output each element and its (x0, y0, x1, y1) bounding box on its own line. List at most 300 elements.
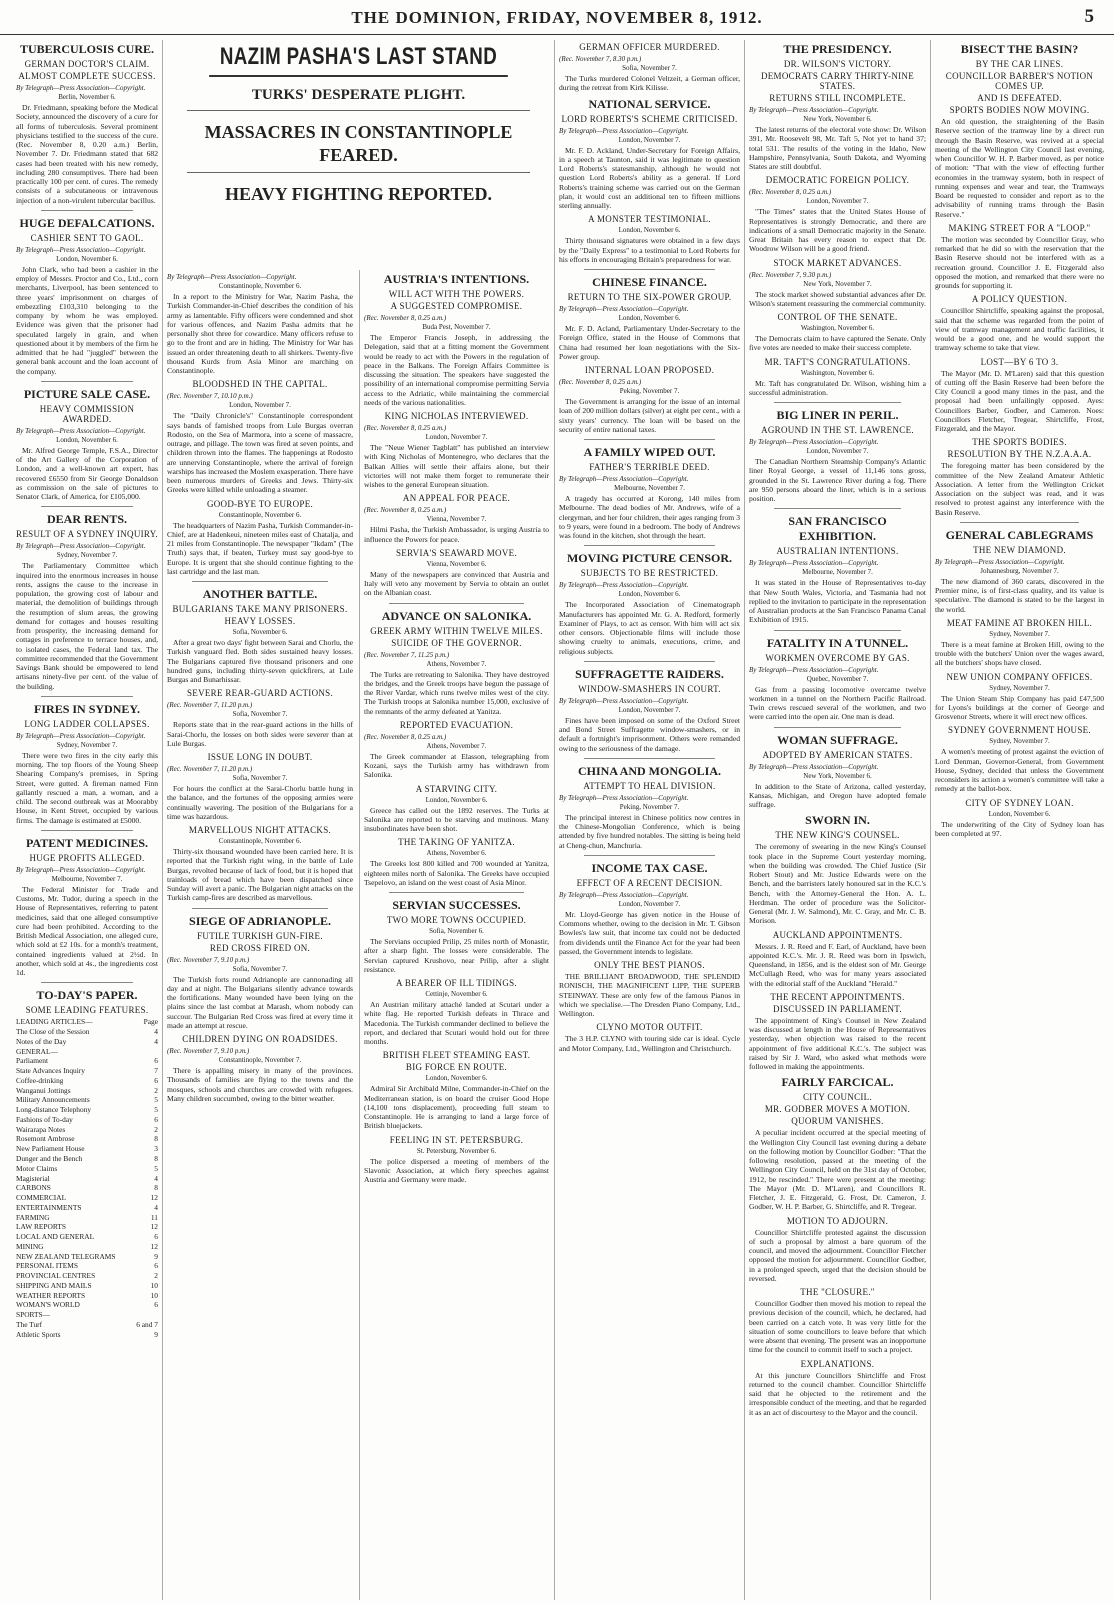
story-dateline: By Telegraph—Press Association—Copyright. (559, 581, 689, 590)
toc-item-page: 6 (154, 1056, 158, 1066)
story-body: The stock market showed substantial advances after Dr. Wilson's statement reassuring the commercial community. (749, 289, 926, 308)
toc-item-label: PERSONAL ITEMS (16, 1261, 78, 1271)
toc-item-page: 5 (154, 1105, 158, 1115)
story-place: London, November 6. (56, 254, 118, 263)
story-place: London, November 6. (988, 809, 1051, 818)
toc-item (16, 1203, 158, 1213)
story-headline: FIRES IN SYDNEY. (34, 701, 140, 716)
story-subhead: AGROUND IN THE ST. LAWRENCE. (761, 425, 914, 435)
story-subhead: LONG LADDER COLLAPSES. (24, 718, 150, 729)
column-2 (162, 40, 554, 1600)
news-story (935, 672, 1104, 722)
story-dateline: By Telegraph—Press Association—Copyright. (167, 273, 297, 281)
story-body: After a great two days' fight between Sarai and Chorlu, the Turkish vanguard fled. Both sides sustained heavy losses. The Bulgarians captured five thousand prisoners and one hundred guns, including thirty-seven quickfirers, at Lule Burgas and Bunarhissar. (167, 638, 353, 684)
story-place: Sofia, November 7. (232, 774, 288, 782)
toc-item-label: The Close of the Session (16, 1027, 90, 1037)
toc-item-page: 8 (154, 1183, 158, 1193)
toc-item-label: Motor Claims (16, 1163, 58, 1173)
separator-rule (187, 110, 530, 111)
story-dateline: (Rec. November 7, 9.10 p.m.) (167, 1047, 250, 1055)
news-story (167, 379, 353, 494)
story-place: Athens, November 7. (426, 659, 487, 668)
story-subhead: MR. GODBER MOVES A MOTION. (764, 1104, 911, 1115)
story-place: Constantinople, November 6. (218, 837, 302, 845)
story-body: The 3 H.P. CLYNO with touring side car is ideal. Cycle and Motor Company, Ltd., Wellington and Christchurch. (559, 1034, 740, 1053)
story-body: Dr. Friedmann, speaking before the Medical Society, announced the discovery of a cure for all forms of tuberculosis. Several prominent physicians testified to the success of the cure. (Rec. November 8, 0.20 a.m.) Berlin, November 7. Dr. Friedmann stated that 682 cases had been treated with his new remedy, including 280 consumptives. There had been practically 100 per cent. of cures. The remedy consists of a subcutaneous or intravenous injection of a non-virulent tubercular bacillus. (16, 103, 158, 205)
story-subhead: A MONSTER TESTIMONIAL. (588, 214, 711, 225)
story-place: Washington, November 6. (800, 368, 875, 377)
toc-item-label: WOMAN'S WORLD (16, 1300, 80, 1310)
toc-item-page: 4 (154, 1173, 158, 1183)
story-subhead: STOCK MARKET ADVANCES. (773, 257, 902, 268)
toc-item-label: LAW REPORTS (16, 1222, 66, 1232)
story-subhead: LOST—BY 6 TO 3. (980, 356, 1059, 367)
news-story (16, 210, 158, 376)
separator-rule (41, 696, 133, 697)
toc-item (16, 1037, 158, 1047)
news-story (749, 1287, 926, 1355)
story-subhead: MOTION TO ADJOURN. (786, 1215, 889, 1226)
news-story (364, 411, 549, 489)
column-5 (930, 40, 1108, 1600)
separator-rule (774, 727, 901, 728)
story-body: At this juncture Councillors Shirtcliffe and Frost returned to the council chamber. Councillor Shirtcliffe said that he objected to the retirement and the irresponsible conduct of the meeting, and that he regarded it as an act of discourtesy to the Mayor and the council. (749, 1370, 926, 1417)
toc-item-page: 9 (154, 1329, 158, 1339)
toc-item-page: 4 (154, 1027, 158, 1037)
toc-item-label: WEATHER REPORTS (16, 1290, 86, 1300)
story-body: The Emperor Francis Joseph, in addressing the Delegation, said that at a fitting moment the Government would be ready to act with the Powers in the regulation of peace in the Balkans. The Foreign Affairs Committee is discussing the situation. The speakers have suggested the possibility of an international compromise permitting Servia access to the Adriatic, while maintaining the commercial needs of the various nationalities. (364, 333, 549, 407)
story-headline: DEAR RENTS. (46, 512, 127, 527)
separator-rule (41, 830, 133, 831)
news-story (167, 581, 353, 684)
story-subhead: RETURNS STILL INCOMPLETE. (769, 93, 906, 103)
story-body: Mr. Alfred George Temple, F.S.A., Director of the Art Gallery of the Corporation of London, and a well-known art expert, has recovered £6550 from Sir George Donaldson as commission on the sale of pictures to Senator Clark, of America, for £105,000. (16, 445, 158, 501)
story-dateline: By Telegraph—Press Association—Copyright. (749, 665, 879, 674)
story-headline: SUFFRAGETTE RAIDERS. (575, 666, 724, 681)
story-body: THE BRILLIANT BROADWOOD, THE SPLENDID RONISCH, THE MAGNIFICENT LIPP, THE SUPERB STEINWAY. These are only few of the famous Pianos in which we specialise.—The Dresden Piano Company, Ltd., Wellington. (559, 972, 740, 1018)
news-story (364, 720, 549, 780)
news-story (749, 1216, 926, 1284)
story-subhead: THE RECENT APPOINTMENTS. (770, 991, 905, 1002)
page-number: 5 (1084, 6, 1094, 27)
news-story (749, 1359, 926, 1417)
story-subhead: SUICIDE OF THE GOVERNOR. (391, 637, 522, 648)
story-body: Councillor Shirtcliffe protested against the discussion of such a proposal by almost a bare quorum of the council, and moved the adjournment. Councillor Fletcher opposed the motion for adjournment. Councillor Godber, in a prolonged speech, urged that the decision should be reversed. (749, 1227, 926, 1283)
toc-item-label: SPORTS— (16, 1310, 51, 1320)
news-story (749, 175, 926, 253)
story-subhead: ONLY THE BEST PIANOS. (594, 960, 705, 970)
toc-item (16, 1271, 158, 1281)
news-story (16, 381, 158, 502)
news-story (559, 758, 740, 850)
news-story (167, 825, 353, 903)
story-dateline: (Rec. November 7, 11.20 p.m.) (167, 701, 253, 710)
story-body: The ceremony of swearing in the new King's Counsel took place in the Supreme Court yesterday morning, when the building was crowded. The Chief Justice (Sir Robert Stout) and Mr. Justice Edwards were on the Bench, and the barristers lately honoured sat in the K.C.'s Bench, with the Attorney-General the Hon. A. L. Herdman. The order of procedure was the Solicitor-General (Mr. J. W. Salmond), Mr. C. Gray, and Mr. C. B. Morison. (749, 842, 926, 926)
story-body: Thirty thousand signatures were obtained in a few days by the "Daily Express" to a testimonial to Lord Roberts for his efforts in encouraging Britain's preparedness for war. (559, 236, 740, 264)
toc-item-page: 2 (154, 1085, 158, 1095)
toc-item-page: 2 (154, 1124, 158, 1134)
separator-rule (187, 172, 530, 173)
toc-item (16, 1174, 158, 1184)
toc-item (16, 1252, 158, 1262)
story-place: London, November 7. (806, 447, 869, 455)
story-dateline: (Rec. November 8, 0.25 a.m.) (364, 424, 447, 432)
toc-item-label: Long-distance Telephony (16, 1105, 92, 1115)
banner-subhead-1: TURKS' DESPERATE PLIGHT. (251, 87, 466, 104)
story-subhead: GERMAN OFFICER MURDERED. (579, 42, 720, 52)
story-subhead: CONTROL OF THE SENATE. (777, 312, 898, 322)
news-story (749, 813, 926, 925)
story-body: An old question, the straightening of the Basin Reserve section of the tramway line by a direct run through the Basin Reserve, was revived at a special meeting of the Wellington City Council last evening, when Councillor W. H. P. Barber moved, as per notice of motion: "That with the view of effecting further economies in the tramway system, both in respect of running expenses and wear and tear, the Tramways Board be requested to consider and report as to the advisability of running trams through the Basin Reserve." (935, 117, 1104, 219)
story-headline: AUSTRIA'S INTENTIONS. (383, 272, 530, 286)
story-subhead: DR. WILSON'S VICTORY. (783, 59, 892, 69)
toc-item-label: Wanganui Jottings (16, 1085, 71, 1095)
story-subhead: SYDNEY GOVERNMENT HOUSE. (948, 725, 1091, 736)
story-subhead: RESULT OF A SYDNEY INQUIRY. (16, 529, 158, 540)
story-dateline: By Telegraph—Press Association—Copyright. (749, 559, 879, 568)
toc-item-page: 5 (154, 1163, 158, 1173)
story-subhead: REPORTED EVACUATION. (399, 719, 514, 730)
toc-list (16, 1027, 158, 1340)
news-story (167, 908, 353, 1031)
column-3 (554, 40, 744, 1600)
toc-item-label: ENTERTAINMENTS (16, 1202, 82, 1212)
toc-item-page: 9 (154, 1251, 158, 1261)
news-story (364, 837, 549, 887)
news-story (364, 272, 549, 407)
toc-item-label: SHIPPING AND MAILS (16, 1280, 92, 1290)
story-dateline: (Rec. November 8, 0.25 a.m.) (749, 188, 832, 197)
story-subhead: HEAVY COMMISSION AWARDED. (39, 403, 135, 424)
story-headline: A FAMILY WIPED OUT. (583, 445, 716, 459)
news-story (935, 522, 1104, 614)
story-headline: CHINESE FINANCE. (592, 275, 707, 289)
toc-item (16, 1125, 158, 1135)
toc-item (16, 1213, 158, 1223)
story-headline: ADVANCE ON SALONIKA. (381, 608, 532, 623)
story-subhead: SPORTS BODIES NOW MOVING. (949, 105, 1090, 115)
news-story (935, 294, 1104, 352)
story-subhead: THE NEW DIAMOND. (973, 544, 1066, 555)
news-story (167, 273, 353, 375)
toc-item (16, 1164, 158, 1174)
toc-item-page: 6 (154, 1232, 158, 1242)
toc-item-label: MINING (16, 1241, 44, 1251)
story-subhead: GREEK ARMY WITHIN TWELVE MILES. (370, 625, 543, 636)
story-headline: NATIONAL SERVICE. (588, 96, 711, 111)
story-subhead: THE TAKING OF YANITZA. (398, 837, 515, 848)
news-story (749, 1075, 926, 1211)
story-headline: CHINA AND MONGOLIA. (577, 763, 721, 778)
story-place: Vienna, November 6. (426, 559, 487, 568)
story-body: The Government is arranging for the issue of an internal loan of 200 million dollars (silver) at eight per cent., with a sixty years' currency. The loan will be based on the security of entire national taxes. (559, 397, 740, 434)
story-body: The "Neue Wiener Tagblatt" has published an interview with King Nicholas of Montenegro, who declares that the Balkan Allies will settle their affairs alone, but their victories will not make them forget to remunerate their wishes to the general European situation. (364, 443, 549, 489)
story-body: John Clark, who had been a cashier in the employ of Messrs. Proctor and Co., Ltd., corn merchants, Liverpool, has been sentenced to three years' imprisonment on charges of embezzling £103,310 belonging to the company by whom he was employed. Evidence was given that the prisoner had speculated largely in grain, and when questioned about it by members of the firm he admitted that he had "juggled" between the general bank account and the loan account of the company. (16, 264, 158, 376)
story-place: Sydney, November 7. (56, 551, 118, 560)
toc-item-page: 6 (154, 1075, 158, 1085)
separator-rule (584, 855, 715, 856)
separator-rule (41, 381, 133, 382)
toc-item-page: 6 (154, 1114, 158, 1124)
story-subhead: GOOD-BYE TO EUROPE. (206, 498, 314, 509)
story-body: Thirty-six thousand wounded have been carried here. It is reported that the Turkish right wing, in the battle of Lule Burgas, revolted because of lack of food, but it is hoped that trainloads of bread which have been dispatched since Sunday will avert a panic. The Bulgarian night attacks on the Turkish camp-fires are described as marvellous. (167, 847, 353, 903)
story-place: Peking, November 7. (619, 802, 680, 811)
toc-item (16, 1154, 158, 1164)
story-body: There were two fires in the city early this morning. The top floors of the Young Sheep Shearing Company's premises, in Spring Street, were gutted. A fireman named Finn gallantly rescued a man, a woman, and a child. The second outbreak was at Moorabby House, in Kent Street, occupied by various firms. The damage is estimated at £5000. (16, 750, 158, 825)
toc-item (16, 1056, 158, 1066)
story-body: The Greek commander at Elasson, telegraphing from Kozani, says the Turkish army has withdrawn from Salonika. (364, 751, 549, 780)
toc-item (16, 1134, 158, 1144)
toc-heading: LEADING ARTICLES— (16, 1017, 93, 1027)
story-body: The Turks are retreating to Salonika. They have destroyed the bridges, and the Greek troops have begun the passage of the River Vardar, which runs twelve miles west of the city. The Turkish troops at Salonika number 15,000, exclusive of the remnants of the army defeated at Yanitza. (364, 669, 549, 716)
story-dateline: (Rec. November 8, 0.25 a.m.) (364, 506, 447, 515)
toc-item (16, 1320, 158, 1330)
story-subhead: LORD ROBERTS'S SCHEME CRITICISED. (561, 113, 738, 124)
toc-item-label: Military Announcements (16, 1095, 90, 1105)
story-subhead: AN APPEAL FOR PEACE. (402, 493, 511, 504)
story-dateline: By Telegraph—Press Association—Copyright. (16, 84, 146, 92)
toc-item-page: 2 (154, 1271, 158, 1281)
banner-subhead-2: MASSACRES IN CONSTANTINOPLE FEARED. (204, 122, 513, 165)
toc-item-page: 12 (150, 1222, 158, 1232)
story-body: Mr. Lloyd-George has given notice in the House of Commons whether, owing to the decision in Mr. T. Gibson Bowles's law suit, that income tax could not be deducted from dividends until the Finance Act for the year had been passed, the Government intends to legislate. (559, 909, 740, 956)
news-story (167, 752, 353, 821)
toc-item (16, 1095, 158, 1105)
story-subhead: BLOODSHED IN THE CAPITAL. (192, 379, 328, 390)
separator-rule (192, 581, 328, 582)
story-body: Mr. F. D. Ackland, Under-Secretary for Foreign Affairs, in a speech at Taunton, said it was legitimate to question Lord Roberts's statesmanship, although he would not question Lord Roberts's ability as a general. If Lord Roberts's training scheme was carried out on the German plan, it would cost an additional ten to fifteen millions sterling annually. (559, 145, 740, 210)
story-body: The foregoing matter has been considered by the committee of the New Zealand Amateur Athletic Association. A letter from the Wellington Cricket Association on the subject was read, and it was resolved to protest against any interference with the Basin Reserve. (935, 461, 1104, 517)
separator-rule (41, 210, 133, 211)
story-body: Admiral Sir Archibald Milne, Commander-in-Chief on the Mediterranean station, is on board the cruiser Good Hope (14,100 tons displacement), proceeding full steam to Constantinople. He is arranging to land a large force of British bluejackets. (364, 1084, 549, 1131)
separator-rule (774, 402, 901, 403)
toc-item-label: GENERAL— (16, 1046, 58, 1056)
story-subhead: SUBJECTS TO BE RESTRICTED. (580, 568, 719, 579)
column-4 (744, 40, 930, 1600)
story-place: Sydney, November 7. (989, 737, 1050, 746)
story-place: London, November 7. (618, 135, 681, 144)
toc-item-page: 6 (154, 1261, 158, 1271)
toc-item-page: 6 and 7 (136, 1319, 158, 1329)
story-dateline: By Telegraph—Press Association—Copyright. (559, 696, 689, 705)
news-story (935, 357, 1104, 434)
story-subhead: TWO MORE TOWNS OCCUPIED. (386, 915, 527, 925)
news-story (559, 661, 740, 753)
story-place: London, November 6. (618, 314, 681, 322)
story-subhead: MEAT FAMINE AT BROKEN HILL. (946, 617, 1093, 628)
banner-headline: NAZIM PASHA'S LAST STAND (209, 40, 508, 77)
news-story (559, 1022, 740, 1053)
toc-item-label: Fashions of To-day (16, 1114, 73, 1124)
news-story (16, 830, 158, 978)
toc-item-label: Parliament (16, 1056, 49, 1066)
news-story (749, 992, 926, 1072)
story-body: Greece has called out the 1892 reserves. The Turks at Salonika are reported to be starving and mutinous. Many insubordinates have been shot. (364, 805, 549, 833)
separator-rule (774, 630, 901, 631)
story-place: Sofia, November 6. (232, 628, 288, 636)
story-subhead: NEW UNION COMPANY OFFICES. (946, 671, 1093, 682)
story-subhead: THE SPORTS BODIES. (972, 437, 1067, 448)
story-body: Mr. Taft has congratulated Dr. Wilson, wishing him a successful administration. (749, 378, 926, 397)
toc-item (16, 1291, 158, 1301)
story-dateline: By Telegraph—Press Association—Copyright. (935, 557, 1065, 566)
story-place: St. Petersburg, November 6. (416, 1146, 497, 1155)
toc-item (16, 1066, 158, 1076)
story-body: It was stated in the House of Representatives to-day that New South Wales, Victoria, and Tasmania had not replied to the invitation to participate in the representation of Australian products at the San Francisco Panama Canal Exhibition of 1915. (749, 578, 926, 625)
toc-item (16, 1047, 158, 1057)
story-subhead: WORKMEN OVERCOME BY GAS. (765, 652, 910, 663)
column-2-right-stories (359, 270, 553, 1600)
news-story (364, 784, 549, 834)
story-subhead: HEAVY LOSSES. (224, 616, 296, 626)
news-story (749, 357, 926, 398)
story-dateline: (Rec. November 7, 10.10 p.m.) (167, 392, 253, 401)
news-story (559, 365, 740, 434)
story-place: London, November 7. (229, 401, 291, 410)
toc-item-label: Athletic Sports (16, 1329, 61, 1339)
story-subhead: CASHIER SENT TO GAOL. (30, 232, 144, 243)
toc-item-page: 8 (154, 1134, 158, 1144)
story-body: The appointment of King's Counsel in New Zealand was discussed at length in the House of Representatives yesterday, when objection was raised to the recent appointment of five additional K.C.'s. The subject was raised by Sir J. Ward, who asked what methods were followed in making the appointments. (749, 1015, 926, 1071)
story-body: Councillor Shirtcliffe, speaking against the proposal, said that the scheme was regarded from the point of view of tramway management and traffic facilities, it would be a good one, and he would support the tramway scheme to take that view. (935, 306, 1104, 353)
story-body: The Turks murdered Colonel Veltzeit, a German officer, during the retreat from Kirk Kilisse. (559, 74, 740, 93)
story-place: Melbourne, November 7. (802, 568, 873, 577)
story-place: Buda Pest, November 7. (422, 323, 491, 331)
story-body: A tragedy has occurred at Korong, 140 miles from Melbourne. The dead bodies of Mr. Andrews, wife of a clergyman, and her four children, their ages ranging from 3 to 9 years, were found in a bedroom. The body of Andrews was found in the kitchen, shot through the heart. (559, 494, 740, 540)
story-place: Melbourne, November 7. (51, 874, 123, 883)
story-subhead: EXPLANATIONS. (800, 1358, 875, 1369)
story-subhead: A STARVING CITY. (415, 783, 498, 794)
news-story (749, 312, 926, 353)
story-place: Constantinople, November 7. (218, 1056, 302, 1064)
toc-item (16, 1330, 158, 1340)
story-body: The Union Steam Ship Company has paid £47,500 for Lyons's buildings at the corner of George and Grosvenor Streets, where it will erect new offices. (935, 693, 1104, 721)
story-body: The headquarters of Nazim Pasha, Turkish Commander-in-Chief, are at Hadenkeui, nineteen miles east of Chatalja, and 21 miles from Constantinople. The newspaper "Ikdam" (The Truth) says that, if beaten, Turkey must say good-bye to Europe. It is urgent that she should continue fighting to the last cartridge and the last man. (167, 520, 353, 576)
separator-rule (41, 982, 133, 983)
story-subhead: COUNCILLOR BARBER'S NOTION COMES UP. (945, 71, 1094, 91)
story-body: Mr. F. D. Acland, Parliamentary Under-Secretary to the Foreign Office, stated in the House of Commons that China had resumed her loan negotiations with the Six-Power group. (559, 324, 740, 361)
story-dateline: By Telegraph—Press Association—Copyright. (16, 865, 146, 874)
story-subhead: ISSUE LONG IN DOUBT. (207, 752, 313, 762)
news-story (559, 855, 740, 956)
story-body: The underwriting of the City of Sydney loan has been completed at 97. (935, 819, 1104, 838)
story-subhead: AND IS DEFEATED. (977, 93, 1062, 103)
story-headline: INCOME TAX CASE. (591, 860, 708, 875)
story-subhead: MARVELLOUS NIGHT ATTACKS. (188, 825, 332, 835)
news-story (749, 727, 926, 810)
news-story (749, 402, 926, 503)
news-story (364, 493, 549, 544)
story-subhead: BULGARIANS TAKE MANY PRISONERS. (172, 604, 348, 614)
story-subhead: DEMOCRATIC FOREIGN POLICY. (765, 175, 910, 186)
toc-item (16, 1222, 158, 1232)
story-body: The Democrats claim to have captured the Senate. Only five votes are needed to make their success complete. (749, 334, 926, 353)
toc-item-label: COMMERCIAL (16, 1193, 67, 1203)
toc-item (16, 1027, 158, 1037)
story-body: In addition to the State of Arizona, called yesterday, Kansas, Michigan, and Oregon have adopted female suffrage. (749, 781, 926, 809)
separator-rule (584, 545, 715, 546)
story-headline: PICTURE SALE CASE. (23, 386, 151, 401)
story-dateline: (Rec. November 7, 11.25 p.m.) (364, 650, 450, 659)
toc-item-label: PROVINCIAL CENTRES (16, 1271, 96, 1281)
news-story (559, 214, 740, 264)
story-headline: WOMAN SUFFRAGE. (777, 732, 898, 747)
story-subhead: HUGE PROFITS ALLEGED. (29, 852, 145, 863)
news-story (167, 499, 353, 577)
story-place: Sofia, November 7. (232, 710, 288, 719)
story-headline: HUGE DEFALCATIONS. (19, 215, 155, 230)
story-dateline: (Rec. November 8, 0.25 a.m.) (364, 732, 447, 741)
story-dateline: (Rec. November 7, 9.30 p.m.) (749, 270, 832, 279)
toc-headline: TO-DAY'S PAPER. (36, 988, 138, 1003)
toc-item-page: 12 (150, 1193, 158, 1203)
story-headline: SWORN IN. (805, 813, 870, 828)
story-place: London, November 6. (618, 590, 681, 599)
separator-rule (584, 439, 715, 440)
toc-item-page: 11 (150, 1212, 158, 1222)
separator-rule (41, 506, 133, 507)
news-story (364, 1050, 549, 1130)
toc-item-label: CARBONS (16, 1183, 51, 1193)
news-story (559, 269, 740, 361)
news-story (749, 42, 926, 171)
toc-item-label: LOCAL AND GENERAL (16, 1232, 95, 1242)
story-place: London, November 6. (618, 226, 681, 235)
toc-item (16, 1144, 158, 1154)
story-subhead: FEELING IN ST. PETERSBURG. (389, 1134, 524, 1145)
toc-heading-row (16, 1017, 158, 1027)
story-subhead: RED CROSS FIRED ON. (209, 942, 311, 953)
story-dateline: (Rec. November 7, 11.20 p.m.) (167, 765, 253, 773)
story-body: The Canadian Northern Steamship Company's Atlantic liner Royal George, a vessel of 11,146 tons gross, grounded in the St. Lawrence River during a fog. There are 950 persons aboard the liner, which is in a serious position. (749, 457, 926, 503)
news-story (935, 223, 1104, 291)
story-subhead: AUCKLAND APPOINTMENTS. (772, 929, 903, 940)
story-place: Athens, November 7. (426, 741, 487, 750)
toc-item (16, 1310, 158, 1320)
news-story (16, 696, 158, 825)
story-body: The Turkish forts round Adrianople are cannonading all day and at night. The Bulgarians silently advance towards the fortifications. Many wounded have been lying on the plains since the last combat at Marash, whom nobody can succour. The Bulgarian Red Cross was fired at every time it made an attempt at rescue. (167, 974, 353, 1030)
story-place: New York, November 7. (803, 279, 872, 288)
masthead (0, 0, 1114, 35)
story-place: Peking, November 7. (619, 387, 680, 395)
story-subhead: RETURN TO THE SIX-POWER GROUP. (567, 292, 732, 302)
story-headline: ANOTHER BATTLE. (202, 587, 318, 601)
separator-rule (389, 603, 524, 604)
story-subhead: CHILDREN DYING ON ROADSIDES. (182, 1034, 338, 1044)
story-body: In a report to the Ministry for War, Nazim Pasha, the Turkish Commander-in-Chief describes the condition of his army as lamentable. Fifty officers were condemned and shot for various offences, and Nazim Pasha admits that he personally shot three for cowardice. Many officers refuse to go to the front and are in hiding. The Ministry for War has issued an order threatening death to all shirkers. Twenty-five thousand Kurds from Asia Minor are marching on Constantinople. (167, 292, 353, 375)
toc-item (16, 1115, 158, 1125)
news-story (559, 97, 740, 211)
story-place: Sydney, November 7. (989, 629, 1050, 638)
news-story (935, 437, 1104, 517)
story-place: London, November 7. (618, 705, 681, 714)
news-story (559, 42, 740, 93)
story-dateline: By Telegraph—Press Association—Copyright. (749, 762, 879, 771)
toc-item (16, 1281, 158, 1291)
story-place: London, November 6. (425, 1074, 488, 1083)
story-body: The Incorporated Association of Cinematograph Manufacturers has appointed Mr. G. A. Redford, formerly Examiner of Plays, to act as censor. With him will act six other censors. Objectionable films will include those showing cruelty to animals, executions, crime, and religious subjects. (559, 600, 740, 656)
story-place: Constantinople, November 6. (218, 282, 302, 290)
story-dateline: (Rec. November 8, 0.25 a.m.) (364, 314, 447, 322)
story-subhead: MR. TAFT'S CONGRATULATIONS. (764, 356, 911, 367)
story-dateline: By Telegraph—Press Association—Copyright. (749, 106, 879, 114)
story-place: Cettinje, November 6. (425, 990, 488, 998)
toc-item-label: The Turf (16, 1319, 43, 1329)
story-dateline: By Telegraph—Press Association—Copyright. (16, 426, 146, 435)
toc-item (16, 1086, 158, 1096)
story-place: London, November 7. (425, 433, 488, 441)
column-1 (12, 40, 162, 1600)
